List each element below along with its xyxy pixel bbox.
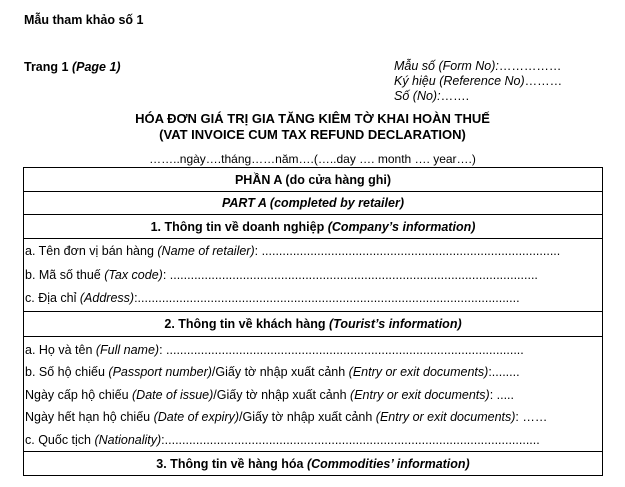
declaration-form — [23, 167, 603, 476]
reference-no-vi: Ký hiệu — [394, 74, 436, 88]
section1-title-vi: 1. Thông tin về doanh nghiệp — [150, 219, 328, 234]
section2-fields-row — [24, 336, 603, 452]
address-field[interactable] — [25, 287, 602, 311]
issue-alt-label-en: (Entry or exit documents) — [350, 387, 490, 402]
tax-code-field[interactable] — [25, 264, 602, 288]
reference-no-en: (Reference No) — [439, 74, 525, 88]
section3-title-en: (Commodities’ information) — [306, 456, 470, 471]
sample-label: Mẫu tham khảo số 1 — [24, 13, 144, 27]
page-label-en: (Page 1) — [71, 60, 121, 74]
reference-no-blank: ……… — [524, 74, 563, 88]
date-line: ……..ngày….tháng……năm….(…..day …. month …. year….) — [149, 152, 476, 166]
tax-code-label-vi: b. Mã số thuế — [25, 267, 105, 282]
date-of-issue-field[interactable] — [25, 384, 602, 407]
document-title-vi: HÓA ĐƠN GIÁ TRỊ GIA TĂNG KIÊM TỜ KHAI HOÀN THUẾ — [135, 111, 490, 126]
expiry-alt-label-en: (Entry or exit documents) — [375, 410, 516, 425]
section1-fields-cell — [24, 239, 603, 312]
issue-alt-label-vi: /Giấy tờ nhập xuất cảnh — [213, 387, 351, 402]
section2-title-en: (Tourist’s information) — [328, 316, 462, 331]
passport-label-vi: b. Số hộ chiếu — [25, 365, 109, 380]
passport-alt-label-vi: /Giấy tờ nhập xuất cảnh — [211, 365, 349, 380]
part-a-subtitle-cell — [24, 192, 603, 215]
part-a-title-en: PART A (completed by retailer) — [222, 196, 404, 210]
issue-blank: : ..... — [489, 387, 514, 402]
section1-title-cell — [24, 215, 603, 239]
page-label-vi: Trang 1 — [24, 60, 69, 74]
serial-number — [394, 89, 469, 103]
page-indicator — [24, 60, 121, 74]
section2-title-cell — [24, 311, 603, 336]
form-no-vi: Mẫu số — [394, 59, 435, 73]
document-title-en: (VAT INVOICE CUM TAX REFUND DECLARATION) — [159, 127, 466, 142]
nationality-label-en: (Nationality) — [94, 432, 162, 447]
passport-label-en: (Passport number) — [108, 365, 212, 380]
section1-fields-row — [24, 239, 603, 312]
number-blank: ……. — [440, 89, 470, 103]
full-name-field[interactable] — [25, 339, 602, 362]
section3-title-vi: 3. Thông tin về hàng hóa — [156, 456, 307, 471]
retailer-name-label-en: (Name of retailer) — [157, 244, 255, 258]
part-a-title-cell — [24, 168, 603, 192]
nationality-field[interactable] — [25, 429, 602, 452]
form-no-en: (Form No): — [438, 59, 499, 73]
tax-code-label-en: (Tax code) — [104, 267, 163, 282]
issue-label-en: (Date of issue) — [132, 387, 214, 402]
passport-alt-label-en: (Entry or exit documents) — [348, 365, 489, 380]
part-a-title-vi: PHẦN A (do cửa hàng ghi) — [234, 172, 392, 187]
section2-fields-cell — [24, 336, 603, 452]
part-a-header-row — [24, 168, 603, 192]
section2-title-vi: 2. Thông tin về khách hàng — [164, 316, 329, 331]
section1-header-row — [24, 215, 603, 239]
section3-title-cell — [24, 452, 603, 476]
passport-blank: :........ — [488, 365, 520, 380]
address-label-vi: c. Địa chỉ — [25, 291, 80, 305]
reference-number — [394, 74, 562, 88]
section1-title-en: (Company’s information) — [327, 219, 476, 234]
full-name-label-en: (Full name) — [95, 342, 160, 357]
retailer-name-blank: : ...................................................................................... — [254, 244, 561, 258]
expiry-alt-label-vi: /Giấy tờ nhập xuất cảnh — [239, 410, 376, 425]
nationality-blank: :............................................................................................................ — [161, 432, 540, 447]
expiry-label-vi: Ngày hết hạn hộ chiếu — [25, 410, 154, 425]
passport-number-field[interactable] — [25, 361, 602, 384]
tax-code-blank: : .......................................................................................................... — [162, 267, 538, 282]
form-no-blank: …………… — [498, 59, 562, 73]
section3-header-row — [24, 452, 603, 476]
part-a-subtitle-row — [24, 192, 603, 215]
section2-header-row — [24, 311, 603, 336]
retailer-name-field[interactable] — [25, 240, 602, 264]
nationality-label-vi: c. Quốc tịch — [25, 432, 95, 447]
full-name-blank: : ....................................................................................................... — [159, 342, 524, 357]
date-of-expiry-field[interactable] — [25, 406, 602, 429]
form-number — [394, 59, 561, 73]
full-name-label-vi: a. Họ và tên — [25, 342, 96, 357]
number-en: (No): — [412, 89, 441, 103]
address-blank: :.............................................................................................................. — [134, 291, 520, 305]
number-vi: Số — [394, 89, 410, 103]
expiry-label-en: (Date of expiry) — [153, 410, 240, 425]
expiry-blank: : …… — [515, 410, 548, 425]
retailer-name-label-vi: a. Tên đơn vị bán hàng — [25, 244, 158, 258]
issue-label-vi: Ngày cấp hộ chiếu — [25, 387, 133, 402]
address-label-en: (Address) — [79, 291, 135, 305]
